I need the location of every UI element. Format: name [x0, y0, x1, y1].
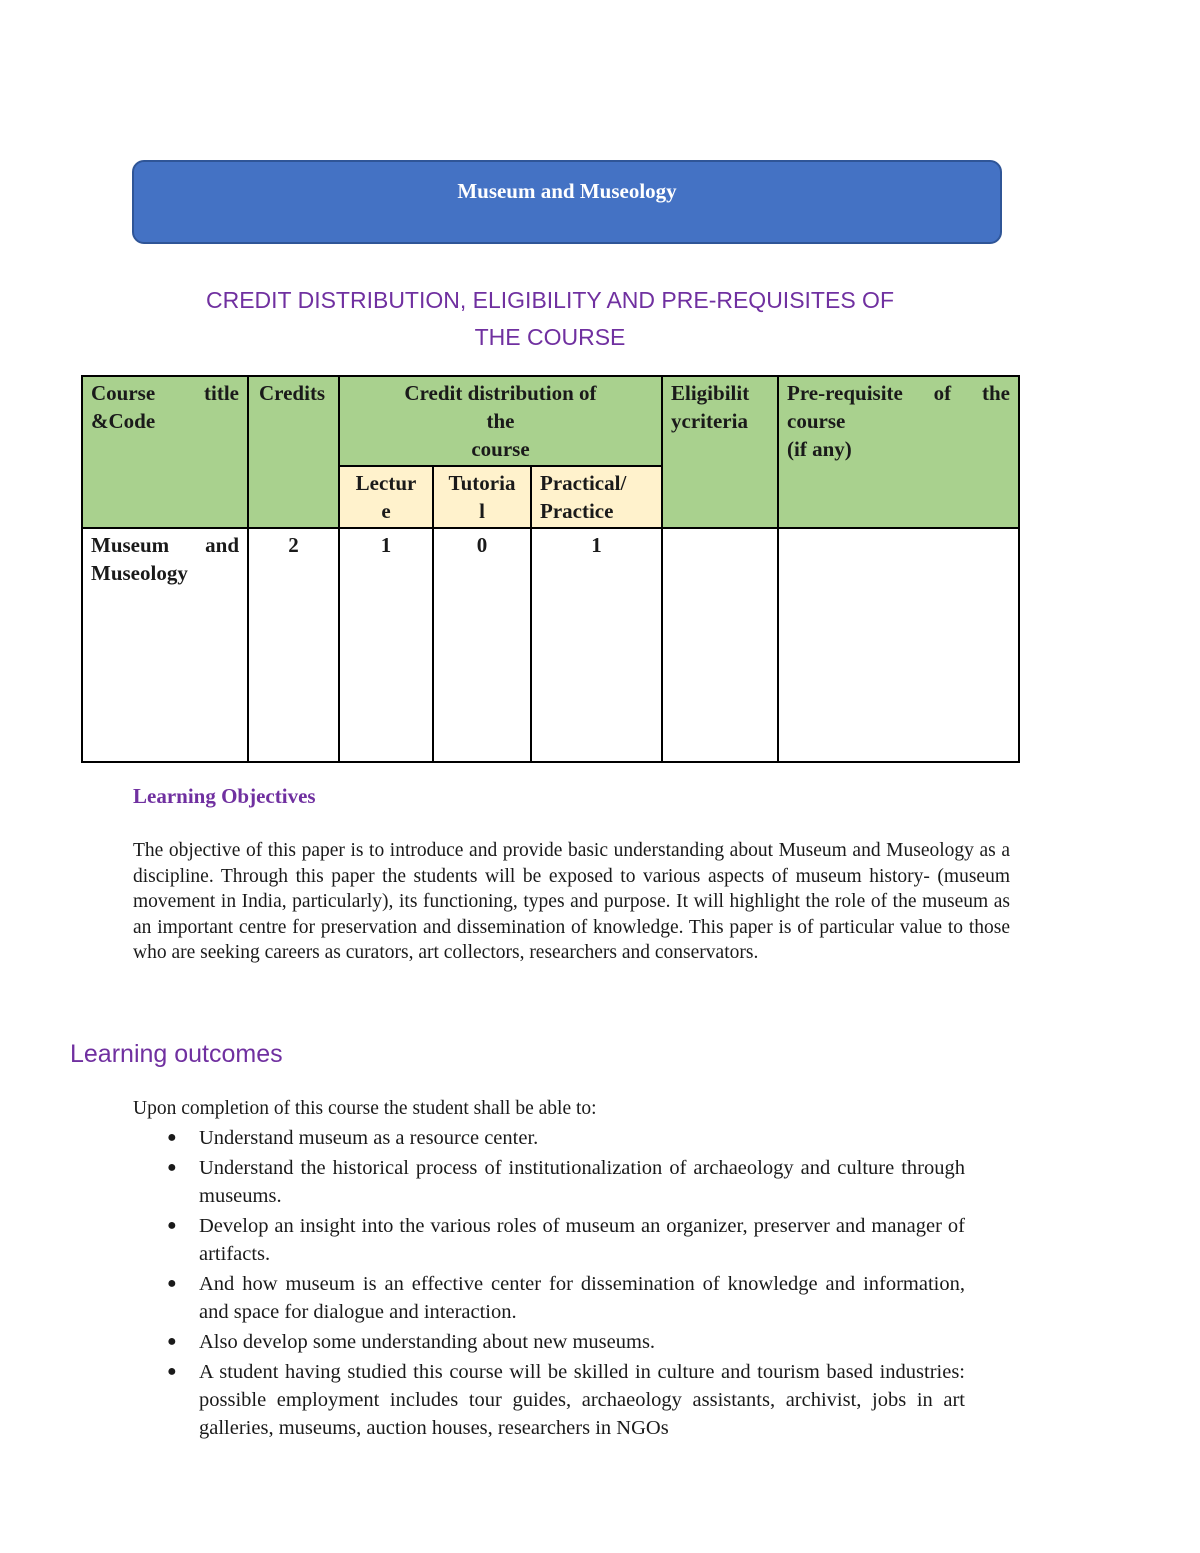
cell-practical: 1 [531, 528, 662, 762]
learning-objectives-title: Learning Objectives [133, 784, 316, 808]
header-prerequisite: Pre-requisite of the course (if any) [778, 376, 1019, 528]
heading-line-2: THE COURSE [474, 324, 626, 350]
credit-distribution-heading [150, 282, 950, 356]
header-credit-distribution: Credit distribution of the course [339, 376, 662, 466]
bullet-icon: ● [167, 1363, 177, 1380]
bullet-icon: ● [167, 1275, 177, 1292]
cell-prerequisite [778, 528, 1019, 762]
list-item: ● And how museum is an effective center for dissemination of knowledge and information, and space for dialogue and interaction. [199, 1270, 965, 1326]
bullet-icon: ● [167, 1217, 177, 1234]
header-course-title: Course title &Code [82, 376, 248, 528]
cell-eligibility [662, 528, 778, 762]
header-practical: Practical/ Practice [531, 466, 662, 528]
learning-outcomes-list [133, 1124, 965, 1444]
list-item: ● Also develop some understanding about new museums. [199, 1328, 965, 1356]
header-lecture: Lectur e [339, 466, 433, 528]
header-credits: Credits [248, 376, 339, 528]
bullet-icon: ● [167, 1159, 177, 1176]
list-item: ● A student having studied this course will be skilled in culture and tourism based industries: possible employment includes tour guides, archaeology assistants, archivist, jobs in art galleries, museums, auction houses, researchers in NGOs [199, 1358, 965, 1442]
table-row [82, 528, 1019, 762]
header-tutorial: Tutoria l [433, 466, 531, 528]
cell-course-title: Museum and Museology [82, 528, 248, 762]
cell-lecture: 1 [339, 528, 433, 762]
heading-line-1: CREDIT DISTRIBUTION, ELIGIBILITY AND PRE-REQUISITES OF [206, 287, 894, 313]
banner-title: Museum and Museology [457, 179, 677, 203]
bullet-icon: ● [167, 1129, 177, 1146]
list-item: ● Understand museum as a resource center. [199, 1124, 965, 1152]
list-item: ● Understand the historical process of institutionalization of archaeology and culture through museums. [199, 1154, 965, 1210]
bullet-icon: ● [167, 1333, 177, 1350]
learning-objectives-paragraph: The objective of this paper is to introduce and provide basic understanding about Museum and Museology as a discipline. Through this paper the students will be exposed to various aspects of museum history- (museum movement in India, particularly), its functioning, types and purpose. It will highlight the role of the museum as an important centre for preservation and dissemination of knowledge. This paper is of particular value to those who are seeking careers as curators, art collectors, researchers and conservators. [133, 840, 1010, 964]
cell-credits: 2 [248, 528, 339, 762]
learning-outcomes-title: Learning outcomes [70, 1040, 283, 1068]
list-item: ● Develop an insight into the various roles of museum an organizer, preserver and manager of artifacts. [199, 1212, 965, 1268]
course-title-banner [132, 160, 1002, 244]
cell-tutorial: 0 [433, 528, 531, 762]
credit-distribution-table [81, 375, 1020, 763]
header-eligibility: Eligibilit ycriteria [662, 376, 778, 528]
learning-outcomes-intro: Upon completion of this course the student shall be able to: [133, 1098, 597, 1119]
